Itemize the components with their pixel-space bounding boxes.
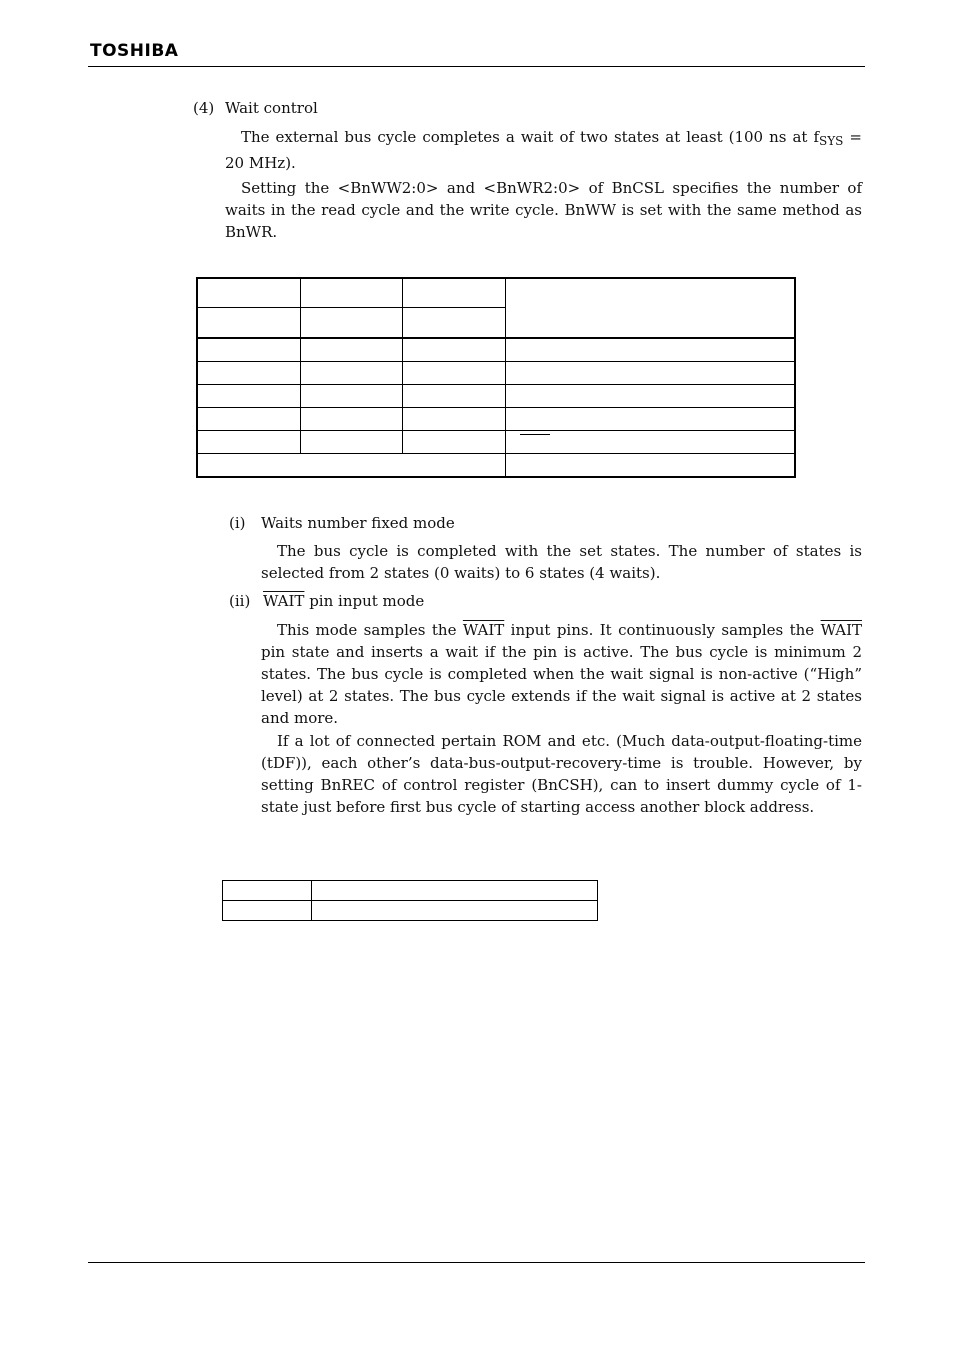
- recovery-setting-table: [222, 880, 598, 921]
- section-paragraph-2: [225, 177, 862, 243]
- table-row: [197, 454, 795, 477]
- header-rule: [88, 66, 865, 67]
- table-row: [197, 362, 795, 385]
- table-cell: [312, 901, 598, 921]
- table-cell: [312, 881, 598, 901]
- section-number: (4): [193, 99, 215, 117]
- wait-signal-overlined: WAIT: [263, 592, 305, 610]
- table-row: [197, 408, 795, 431]
- table-cell: [402, 431, 505, 454]
- item-i-marker: (i): [229, 514, 246, 532]
- wait-setting-table: [196, 277, 796, 478]
- table-row: [197, 338, 795, 361]
- table-cell: [505, 362, 795, 385]
- para1-text-before: The external bus cycle completes a wait of two states at least (100 ns at f: [241, 128, 820, 146]
- table-header-row-1: [197, 278, 795, 308]
- table-cell: [300, 338, 402, 361]
- item-ii-body-b: input pins. It continuously samples the: [504, 621, 821, 639]
- section-title: Wait control: [225, 99, 318, 117]
- table-cell: [300, 278, 402, 308]
- table-cell: [197, 278, 300, 308]
- para2-text: Setting the <BnWW2:0> and <BnWR2:0> of BnCSL specifies the number of waits in the read cycle and the write cycle. BnWW is set with the same method as BnWR.: [225, 179, 862, 241]
- table-cell: [223, 901, 312, 921]
- table-cell: [505, 278, 795, 338]
- table-cell: [505, 385, 795, 408]
- table-cell: [402, 338, 505, 361]
- table-cell: [505, 431, 795, 454]
- item-ii-title: [263, 590, 424, 612]
- table-cell: [300, 431, 402, 454]
- item-ii-title-rest: pin input mode: [304, 592, 425, 610]
- table-row: [223, 881, 598, 901]
- item-ii-body: [261, 619, 862, 729]
- table-cell: [197, 308, 300, 339]
- table-cell: [300, 308, 402, 339]
- table-cell: [197, 454, 505, 477]
- table-row: [197, 431, 795, 454]
- table-cell: [300, 362, 402, 385]
- para1-subscript: SYS: [819, 134, 844, 148]
- table-cell: [300, 408, 402, 431]
- table-row: [223, 901, 598, 921]
- wait-signal-overlined: WAIT: [820, 621, 862, 639]
- table-cell: [197, 431, 300, 454]
- item-ii-body-a: This mode samples the: [277, 621, 463, 639]
- item-ii-body-c: pin state and inserts a wait if the pin is active. The bus cycle is minimum 2 states. The bus cycle is completed when the wait signal is non-active (“High” level) at 2 states. The bus cycle extends if the wait signal is active at 2 states and more.: [261, 643, 862, 727]
- table-cell: [505, 408, 795, 431]
- table-cell: [402, 308, 505, 339]
- item-ii-marker: (ii): [229, 592, 251, 610]
- overline-mark: [520, 434, 550, 435]
- para1-text-after: = 20 MHz).: [225, 128, 862, 172]
- footer-rule: [88, 1262, 865, 1263]
- wait-signal-overlined: WAIT: [462, 621, 505, 639]
- table-cell: [197, 338, 300, 361]
- table-cell: [505, 338, 795, 361]
- table-cell: [402, 408, 505, 431]
- item-i-body-text: The bus cycle is completed with the set states. The number of states is selected from 2 states (0 waits) to 6 states (4 waits).: [261, 542, 862, 582]
- recovery-paragraph: [261, 730, 862, 818]
- table-cell: [402, 362, 505, 385]
- item-i-body: [261, 540, 862, 584]
- table-cell: [197, 362, 300, 385]
- table-cell: [402, 385, 505, 408]
- table-cell: [300, 385, 402, 408]
- table-cell: [402, 278, 505, 308]
- table-cell: [197, 408, 300, 431]
- section-paragraph-1: [225, 126, 862, 174]
- table-row: [197, 385, 795, 408]
- recovery-paragraph-text: If a lot of connected pertain ROM and etc. (Much data-output-floating-time (tDF)), each other’s data-bus-output-recovery-time is trouble. However, by setting BnREC of control register (BnCSH), can to insert dummy cycle of 1-state just before first bus cycle of starting access another block address.: [261, 732, 862, 816]
- item-i-title: Waits number fixed mode: [261, 514, 455, 532]
- table-cell: [505, 454, 795, 477]
- table-cell: [223, 881, 312, 901]
- toshiba-logo: TOSHIBA: [90, 41, 179, 61]
- table-cell: [197, 385, 300, 408]
